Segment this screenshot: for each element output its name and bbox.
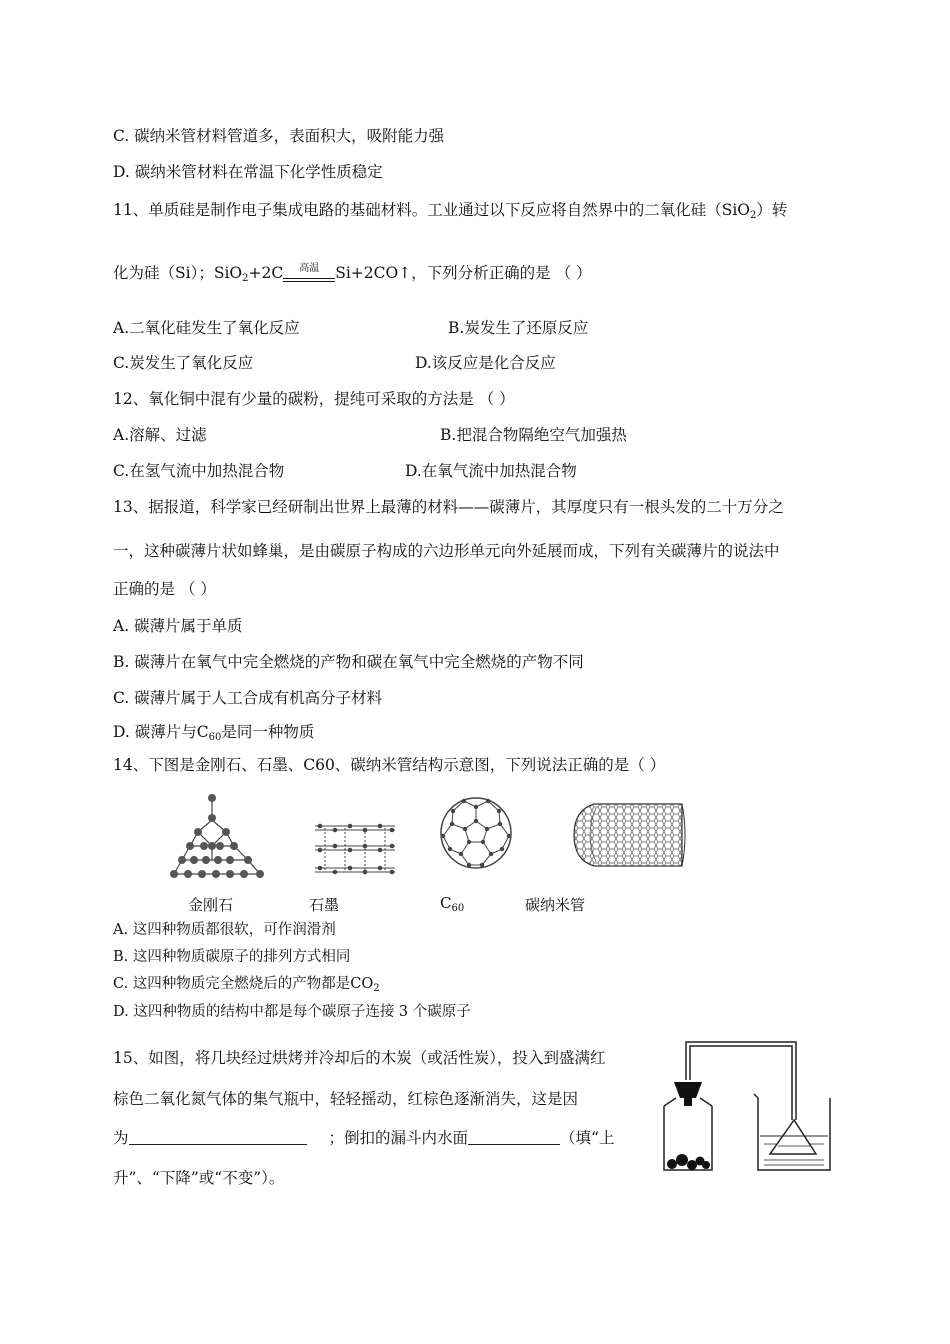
q10-option-d: D. 碳纳米管材料在常温下化学性质稳定: [113, 163, 383, 181]
q12-option-d: D.在氧气流中加热混合物: [405, 462, 577, 480]
q13-stem-line1: 13、据报道，科学家已经研制出世界上最薄的材料——碳薄片，其厚度只有一根头发的二十万分之: [113, 498, 784, 516]
q13-option-a: A. 碳薄片属于单质: [113, 617, 243, 635]
q14-stem: 14、下图是金刚石、石墨、C60、碳纳米管结构示意图，下列说法正确的是（ ）: [113, 756, 666, 774]
q11-option-c: C.炭发生了氧化反应: [113, 354, 254, 372]
diamond-structure-figure: [160, 788, 270, 886]
q14-option-d: D. 这四种物质的结构中都是每个碳原子连接 3 个碳原子: [113, 1004, 471, 1020]
q11-stem-line2: 化为硅（Si）；SiO$_2$+2C $^{高温}$ Si+2CO↑，下列分析正确的是 （ ）: [113, 263, 592, 284]
q13-option-b: B. 碳薄片在氧气中完全燃烧的产物和碳在氧气中完全燃烧的产物不同: [113, 653, 584, 671]
q12-option-b: B.把混合物隔绝空气加强热: [440, 426, 627, 444]
q14-option-b: B. 这四种物质碳原子的排列方式相同: [113, 949, 351, 965]
q12-stem: 12、氧化铜中混有少量的碳粉，提纯可采取的方法是 （ ）: [113, 390, 515, 408]
caption-nanotube: 碳纳米管: [525, 896, 586, 914]
q15-stem-line3: 为 ；倒扣的漏斗内水面 （填“上: [113, 1129, 615, 1147]
q11-option-d: D.该反应是化合反应: [415, 354, 556, 372]
q13-option-c: C. 碳薄片属于人工合成有机高分子材料: [113, 689, 383, 707]
q15-stem-line1: 15、如图，将几块经过烘烤并冷却后的木炭（或活性炭），投入到盛满红: [113, 1049, 606, 1067]
q11-stem-line1: 11、单质硅是制作电子集成电路的基础材料。工业通过以下反应将自然界中的二氧化硅（SiO$_2$）转: [113, 201, 788, 221]
caption-diamond: 金刚石: [188, 896, 234, 914]
answer-blank-2[interactable]: [468, 1128, 560, 1145]
gas-bottle-apparatus-figure: [660, 1036, 840, 1176]
q13-stem-line2: 一，这种碳薄片状如蜂巢，是由碳原子构成的六边形单元向外延展而成，下列有关碳薄片的说法中: [113, 542, 780, 560]
q14-option-a: A. 这四种物质都很软，可作润滑剂: [113, 922, 336, 938]
caption-c60: $C_{60}$: [440, 894, 465, 914]
q10-option-c: C. 碳纳米管材料管道多，表面积大，吸附能力强: [113, 127, 445, 145]
q15-stem-line4: 升”、“下降”或“不变”）。: [113, 1169, 285, 1187]
q13-stem-line3: 正确的是 （ ）: [113, 580, 216, 598]
c60-structure-figure: [436, 793, 516, 873]
q11-option-a: A.二氧化硅发生了氧化反应: [113, 319, 300, 337]
q14-option-c: C. 这四种物质完全燃烧后的产物都是$CO_2$: [113, 976, 380, 994]
q12-option-c: C.在氢气流中加热混合物: [113, 462, 285, 480]
graphite-structure-figure: [310, 820, 400, 882]
q15-stem-line2: 棕色二氧化氮气体的集气瓶中，轻轻摇动，红棕色逐渐消失，这是因: [113, 1090, 579, 1108]
q12-option-a: A.溶解、过滤: [113, 426, 207, 444]
reaction-condition: 高温: [283, 263, 335, 286]
nanotube-structure-figure: [568, 800, 686, 870]
answer-blank-1[interactable]: [129, 1128, 307, 1145]
q11-option-b: B.炭发生了还原反应: [448, 319, 589, 337]
caption-graphite: 石墨: [309, 896, 340, 914]
q13-option-d: D. 碳薄片与$C_{60}$是同一种物质: [113, 723, 315, 743]
